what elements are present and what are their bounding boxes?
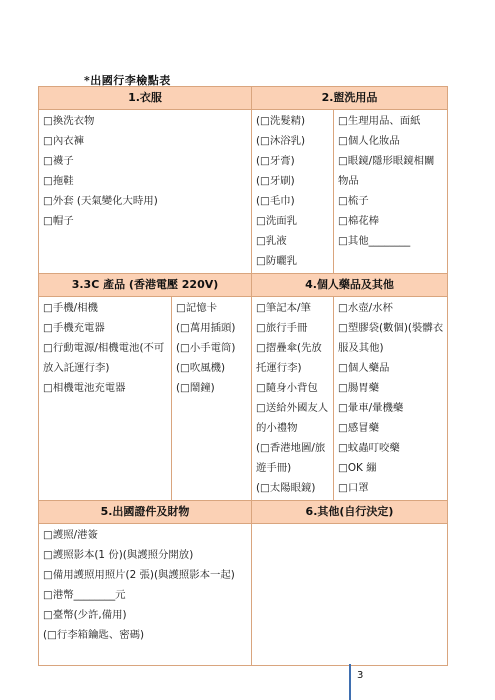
checklist-item: □腸胃藥 bbox=[338, 382, 379, 394]
checklist-item: □摺疊傘(先放托運行李) bbox=[256, 342, 322, 374]
checklist-item: □港幣________元 bbox=[43, 589, 126, 601]
checklist-item: (□洗髮精) bbox=[256, 115, 306, 127]
checklist-item: □塑膠袋(數個)(裝髒衣服及其他) bbox=[338, 322, 444, 354]
checklist-item: (□萬用插頭) bbox=[176, 322, 236, 334]
checklist-item: □乳液 bbox=[256, 235, 287, 247]
checklist-item: □襪子 bbox=[43, 155, 74, 167]
checklist-item: (□太陽眼鏡) bbox=[256, 482, 316, 494]
documents-header: 5.出國證件及財物 bbox=[39, 501, 252, 524]
checklist-item: □個人化妝品 bbox=[338, 135, 400, 147]
checklist-item: □送給外國友人的小禮物 bbox=[256, 402, 329, 434]
checklist-item: (□小手電筒) bbox=[176, 342, 236, 354]
checklist-item: □隨身小背包 bbox=[256, 382, 318, 394]
checklist-item: □護照影本(1 份)(與護照分開放) bbox=[43, 549, 194, 561]
electronics-list-a bbox=[39, 297, 172, 501]
checklist-item: □手機充電器 bbox=[43, 322, 105, 334]
personal-header: 4.個人藥品及其他 bbox=[252, 274, 448, 297]
content-row-1 bbox=[39, 110, 448, 274]
checklist-item: □相機電池充電器 bbox=[43, 382, 126, 394]
checklist-item: □外套 (天氣變化大時用) bbox=[43, 195, 158, 207]
checklist-item: (□香港地圖/旅遊手冊) bbox=[256, 442, 326, 474]
checklist-item: □口罩 bbox=[338, 482, 369, 494]
checklist-item: □臺幣(少許,備用) bbox=[43, 609, 127, 621]
checklist-item: □筆記本/筆 bbox=[256, 302, 311, 314]
page-number-bar bbox=[349, 664, 351, 700]
checklist-item: (□鬧鐘) bbox=[176, 382, 215, 394]
checklist-item: □感冒藥 bbox=[338, 422, 379, 434]
toiletries-header: 2.盥洗用品 bbox=[252, 87, 448, 110]
checklist-item: □內衣褲 bbox=[43, 135, 84, 147]
toiletries-list-a bbox=[252, 110, 334, 274]
clothing-header: 1.衣服 bbox=[39, 87, 252, 110]
personal-list-a bbox=[252, 297, 334, 501]
checklist-item: □記憶卡 bbox=[176, 302, 217, 314]
checklist-item: □蚊蟲叮咬藥 bbox=[338, 442, 400, 454]
checklist-item: □水壺/水杯 bbox=[338, 302, 393, 314]
electronics-list-b bbox=[172, 297, 252, 501]
documents-list bbox=[39, 524, 252, 666]
checklist-item: □旅行手冊 bbox=[256, 322, 308, 334]
checklist-item: □防曬乳 bbox=[256, 255, 297, 267]
toiletries-list-b bbox=[334, 110, 448, 274]
other-header: 6.其他(自行決定) bbox=[252, 501, 448, 524]
clothing-list bbox=[39, 110, 252, 274]
other-list bbox=[252, 524, 448, 666]
electronics-header: 3.3C 產品 (香港電壓 220V) bbox=[39, 274, 252, 297]
checklist-item: (□行李箱鑰匙、密碼) bbox=[43, 629, 145, 641]
checklist-item: □護照/港簽 bbox=[43, 529, 98, 541]
content-row-2 bbox=[39, 297, 448, 501]
checklist-item: □眼鏡/隱形眼鏡相關物品 bbox=[338, 155, 435, 187]
checklist-item: □其他________ bbox=[338, 235, 411, 247]
checklist-item: □生理用品、面紙 bbox=[338, 115, 421, 127]
checklist-item: □棉花棒 bbox=[338, 215, 379, 227]
checklist-item: □洗面乳 bbox=[256, 215, 297, 227]
checklist-item: (□吹風機) bbox=[176, 362, 226, 374]
content-row-3 bbox=[39, 524, 448, 666]
checklist-item: □換洗衣物 bbox=[43, 115, 95, 127]
page-title: *出國行李檢點表 bbox=[84, 74, 171, 87]
checklist-item: (□毛巾) bbox=[256, 195, 295, 207]
checklist-item: □手機/相機 bbox=[43, 302, 98, 314]
header-row-2 bbox=[39, 274, 448, 297]
personal-list-b bbox=[334, 297, 448, 501]
checklist-item: (□牙膏) bbox=[256, 155, 295, 167]
checklist-item: □行動電源/相機電池(不可放入託運行李) bbox=[43, 342, 165, 374]
checklist-item: □梳子 bbox=[338, 195, 369, 207]
header-row-1 bbox=[39, 87, 448, 110]
checklist-item: □暈車/暈機藥 bbox=[338, 402, 404, 414]
checklist-item: □備用護照用照片(2 張)(與護照影本一起) bbox=[43, 569, 235, 581]
checklist-item: □OK 繃 bbox=[338, 462, 377, 474]
checklist-table bbox=[38, 86, 448, 666]
checklist-item: □拖鞋 bbox=[43, 175, 74, 187]
checklist-item: (□牙刷) bbox=[256, 175, 295, 187]
checklist-item: □個人藥品 bbox=[338, 362, 390, 374]
page-number: 3 bbox=[357, 670, 364, 681]
checklist-item: (□沐浴乳) bbox=[256, 135, 306, 147]
checklist-item: □帽子 bbox=[43, 215, 74, 227]
header-row-3 bbox=[39, 501, 448, 524]
